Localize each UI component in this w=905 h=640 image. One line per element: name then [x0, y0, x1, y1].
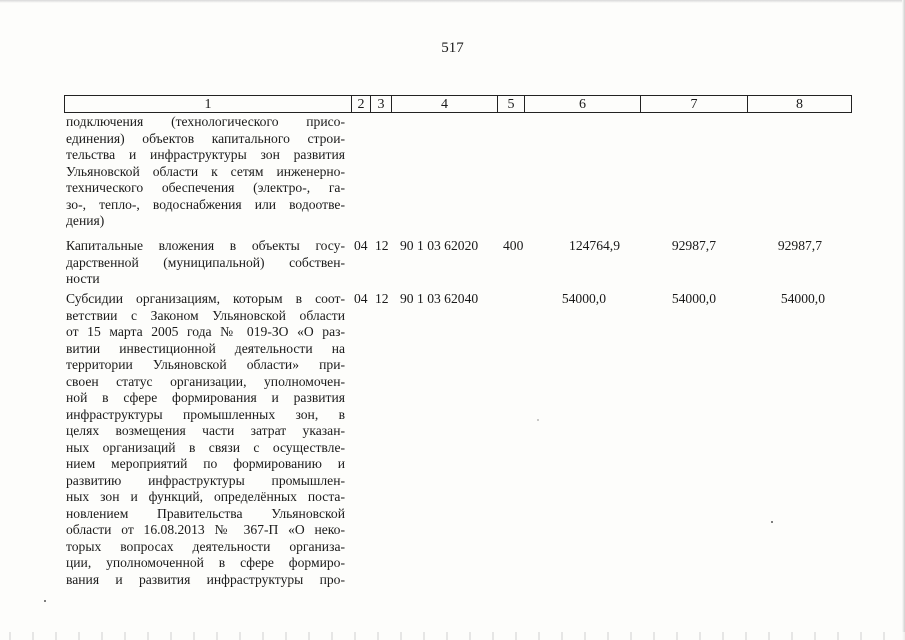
description-line: единения) объектов капитального строи-: [66, 130, 345, 146]
description-line: развитию инфраструктуры промышлен-: [66, 472, 345, 488]
cell-target-article: 90 1 03 62020: [400, 238, 479, 253]
table-header-cell: 1: [65, 96, 352, 112]
description-line: ных зон и функций, определённых поста-: [66, 489, 345, 504]
table-header-row: [64, 95, 852, 113]
description-line: дарственной (муниципальной) собствен-: [66, 254, 345, 270]
page-number: 517: [441, 40, 464, 56]
description-line: технического обеспечения (электро-, га-: [66, 180, 345, 195]
table-row-description: [66, 291, 345, 588]
cell-target-article: 90 1 03 62040: [400, 291, 479, 306]
cell-amount-7: 92987,7: [671, 238, 716, 253]
cell-amount-6: 54000,0: [561, 291, 606, 306]
cell-amount-6: 124764,9: [569, 238, 620, 253]
scan-speck: [537, 419, 539, 421]
description-line: зо-, тепло-, водоснабжения или водоотве-: [66, 196, 345, 212]
description-line: ции, уполномоченной в сфере формиро-: [66, 555, 345, 570]
table-header-cell: 6: [525, 96, 641, 112]
description-line: ности: [66, 271, 100, 286]
description-line: целях возмещения части затрат указан-: [66, 423, 345, 438]
description-line: торых вопросах деятельности организа-: [66, 538, 345, 554]
table-row-description: [66, 114, 345, 230]
description-line: дения): [66, 213, 105, 228]
description-line: новлением Правительства Ульяновской: [66, 505, 345, 521]
cell-amount-8: 92987,7: [777, 238, 822, 253]
description-line: территории Ульяновской области» при-: [66, 357, 345, 372]
description-line: вания и развития инфраструктуры про-: [66, 571, 345, 587]
description-line: Ульяновской области к сетям инженерно-: [66, 163, 345, 179]
table-header-cell: 8: [796, 97, 803, 112]
description-line: витии инвестиционной деятельности на: [66, 340, 345, 356]
description-line: инфраструктуры промышленных зон, в: [66, 406, 345, 422]
description-line: ных организаций в связи с осуществле-: [66, 439, 345, 455]
description-line: ной в сфере формирования и развития: [66, 390, 345, 405]
description-line: от 15 марта 2005 года № 019-ЗО «О раз-: [66, 324, 345, 339]
cell-subsection: 12: [375, 238, 389, 253]
description-line: Капитальные вложения в объекты госу-: [66, 238, 345, 253]
table-header-cell: 3: [371, 96, 392, 112]
table-header-cell: 4: [392, 96, 498, 112]
scan-edge: [0, 632, 905, 640]
table-header-cell: 7: [641, 96, 748, 112]
description-line: подключения (технологического присо-: [66, 114, 345, 129]
description-line: своен статус организации, уполномочен-: [66, 373, 345, 389]
description-line: тельства и инфраструктуры зон развития: [66, 147, 345, 162]
scan-speck: [771, 521, 773, 523]
cell-amount-7: 54000,0: [671, 291, 716, 306]
description-line: нием мероприятий по формированию и: [66, 456, 345, 471]
cell-subsection: 12: [375, 291, 389, 306]
cell-expense-type: 400: [503, 238, 524, 253]
cell-section: 04: [354, 291, 368, 306]
description-line: Субсидии организациям, которым в соот-: [66, 291, 345, 306]
table-header-cell: 5: [498, 96, 525, 112]
description-line: ветствии с Законом Ульяновской области: [66, 307, 345, 323]
table-header-cell: 2: [352, 96, 371, 112]
description-line: области от 16.08.2013 № 367-П «О неко-: [66, 522, 345, 537]
scan-edge: [0, 0, 905, 3]
scan-speck: [44, 600, 46, 602]
cell-section: 04: [354, 238, 368, 253]
cell-amount-8: 54000,0: [780, 291, 825, 306]
table-row-description: [66, 238, 345, 288]
